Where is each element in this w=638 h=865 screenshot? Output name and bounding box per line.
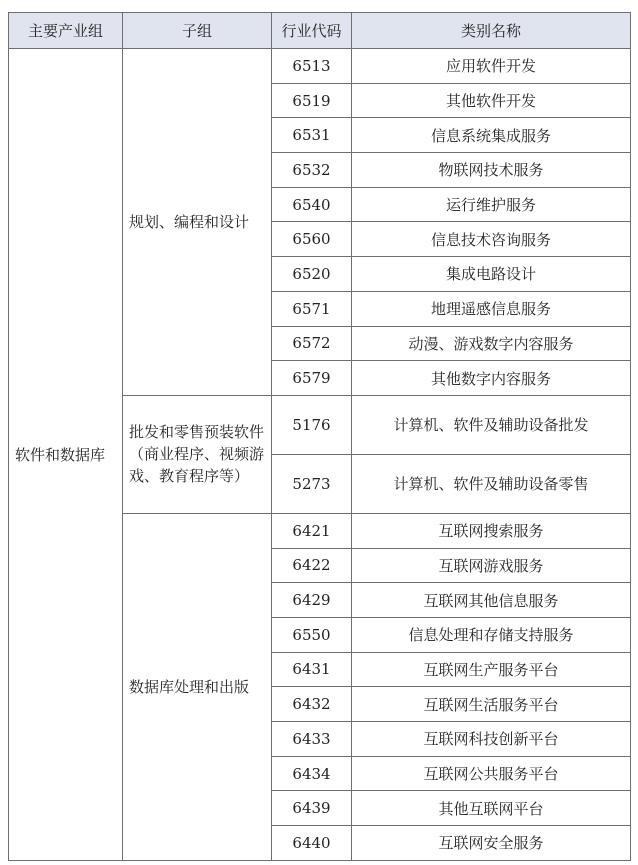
subgroup-cell: 批发和零售预装软件（商业程序、视频游戏、教育程序等） [123,395,272,513]
category-name: 运行维护服务 [352,187,631,222]
industry-code: 6440 [272,826,352,861]
industry-code: 6572 [272,326,352,361]
industry-classification-table [8,12,631,861]
category-name: 互联网公共服务平台 [352,756,631,791]
category-name: 信息系统集成服务 [352,118,631,153]
table-body [9,49,631,861]
category-name: 信息技术咨询服务 [352,222,631,257]
category-name: 互联网其他信息服务 [352,583,631,618]
category-name: 动漫、游戏数字内容服务 [352,326,631,361]
header-row [9,13,631,49]
industry-code: 6520 [272,257,352,292]
subgroup-cell: 规划、编程和设计 [123,49,272,396]
industry-code: 5176 [272,395,352,454]
category-name: 应用软件开发 [352,49,631,84]
industry-code: 5273 [272,454,352,513]
header-industry-code: 行业代码 [272,13,352,49]
category-name: 其他互联网平台 [352,791,631,826]
industry-code: 6432 [272,687,352,722]
industry-code: 6433 [272,722,352,757]
category-name: 其他数字内容服务 [352,361,631,396]
subgroup-cell: 数据库处理和出版 [123,513,272,860]
category-name: 互联网生活服务平台 [352,687,631,722]
category-name: 互联网安全服务 [352,826,631,861]
industry-code: 6434 [272,756,352,791]
industry-code: 6439 [272,791,352,826]
category-name: 计算机、软件及辅助设备零售 [352,454,631,513]
category-name: 集成电路设计 [352,257,631,292]
industry-code: 6519 [272,83,352,118]
industry-code: 6513 [272,49,352,84]
category-name: 物联网技术服务 [352,153,631,188]
industry-code: 6550 [272,617,352,652]
industry-code: 6531 [272,118,352,153]
industry-code: 6540 [272,187,352,222]
category-name: 互联网科技创新平台 [352,722,631,757]
industry-code: 6431 [272,652,352,687]
table-row [9,49,631,84]
category-name: 互联网游戏服务 [352,548,631,583]
industry-code: 6429 [272,583,352,618]
category-name: 互联网生产服务平台 [352,652,631,687]
category-name: 其他软件开发 [352,83,631,118]
category-name: 互联网搜索服务 [352,513,631,548]
industry-code: 6421 [272,513,352,548]
industry-code: 6560 [272,222,352,257]
industry-code: 6532 [272,153,352,188]
header-main-group: 主要产业组 [9,13,123,49]
header-category-name: 类别名称 [352,13,631,49]
header-subgroup: 子组 [123,13,272,49]
category-name: 计算机、软件及辅助设备批发 [352,395,631,454]
industry-code: 6571 [272,291,352,326]
main-group-cell: 软件和数据库 [9,49,123,861]
category-name: 信息处理和存储支持服务 [352,617,631,652]
industry-code: 6422 [272,548,352,583]
category-name: 地理遥感信息服务 [352,291,631,326]
industry-code: 6579 [272,361,352,396]
